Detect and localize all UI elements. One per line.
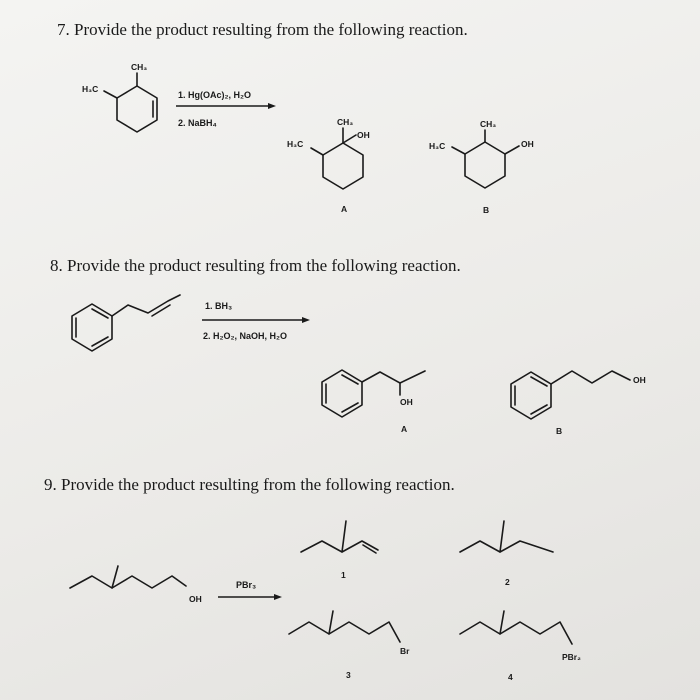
q7-reactant xyxy=(82,62,157,132)
q7-option-b xyxy=(429,119,534,215)
q9-reactant xyxy=(70,566,202,604)
q7-reagent-2: 2. NaBH₄ xyxy=(178,118,217,128)
q7-a-h3c: H₃C xyxy=(287,139,304,149)
q9-option-4-label: 4 xyxy=(508,672,513,682)
q8-reactant xyxy=(72,295,180,351)
q7-a-label: A xyxy=(341,204,348,214)
q8-option-a xyxy=(322,370,425,434)
question-8-title: 8. Provide the product resulting from the following reaction. xyxy=(50,256,461,275)
q8-reagent-1: 1. BH₃ xyxy=(205,301,233,311)
q9-option-2 xyxy=(460,521,553,587)
q8-reagent-2: 2. H₂O₂, NaOH, H₂O xyxy=(203,331,288,341)
q7-reactant-ch3: CH₃ xyxy=(131,62,148,72)
q8-a-oh: OH xyxy=(400,397,413,407)
q8-b-oh: OH xyxy=(633,375,646,385)
q9-option-3-br: Br xyxy=(400,646,410,656)
q9-reaction-arrow xyxy=(218,580,282,600)
q8-reaction-arrow xyxy=(202,301,310,341)
q9-option-1-label: 1 xyxy=(341,570,346,580)
q9-reagent-1: PBr₃ xyxy=(236,580,257,590)
q7-option-a xyxy=(287,117,370,214)
q7-reactant-h3c: H₃C xyxy=(82,84,99,94)
q7-reagent-1: 1. Hg(OAc)₂, H₂O xyxy=(178,90,252,100)
q9-option-4 xyxy=(460,611,581,682)
q7-b-label: B xyxy=(483,205,490,215)
q8-a-label: A xyxy=(401,424,408,434)
question-9-title: 9. Provide the product resulting from the following reaction. xyxy=(44,475,455,494)
q8-b-label: B xyxy=(556,426,563,436)
q7-a-oh: OH xyxy=(357,130,370,140)
q8-option-b xyxy=(511,371,646,436)
q7-b-ch3: CH₃ xyxy=(480,119,497,129)
q9-option-3-label: 3 xyxy=(346,670,351,680)
q9-option-4-pbr2: PBr₂ xyxy=(562,652,581,662)
q9-reactant-oh: OH xyxy=(189,594,202,604)
q7-a-ch3: CH₃ xyxy=(337,117,354,127)
q7-b-oh: OH xyxy=(521,139,534,149)
q9-option-1 xyxy=(301,521,378,580)
q9-option-2-label: 2 xyxy=(505,577,510,587)
q9-option-3 xyxy=(289,611,410,680)
q7-b-h3c: H₃C xyxy=(429,141,446,151)
q7-reaction-arrow xyxy=(176,90,276,128)
question-7-title: 7. Provide the product resulting from the following reaction. xyxy=(57,20,468,39)
